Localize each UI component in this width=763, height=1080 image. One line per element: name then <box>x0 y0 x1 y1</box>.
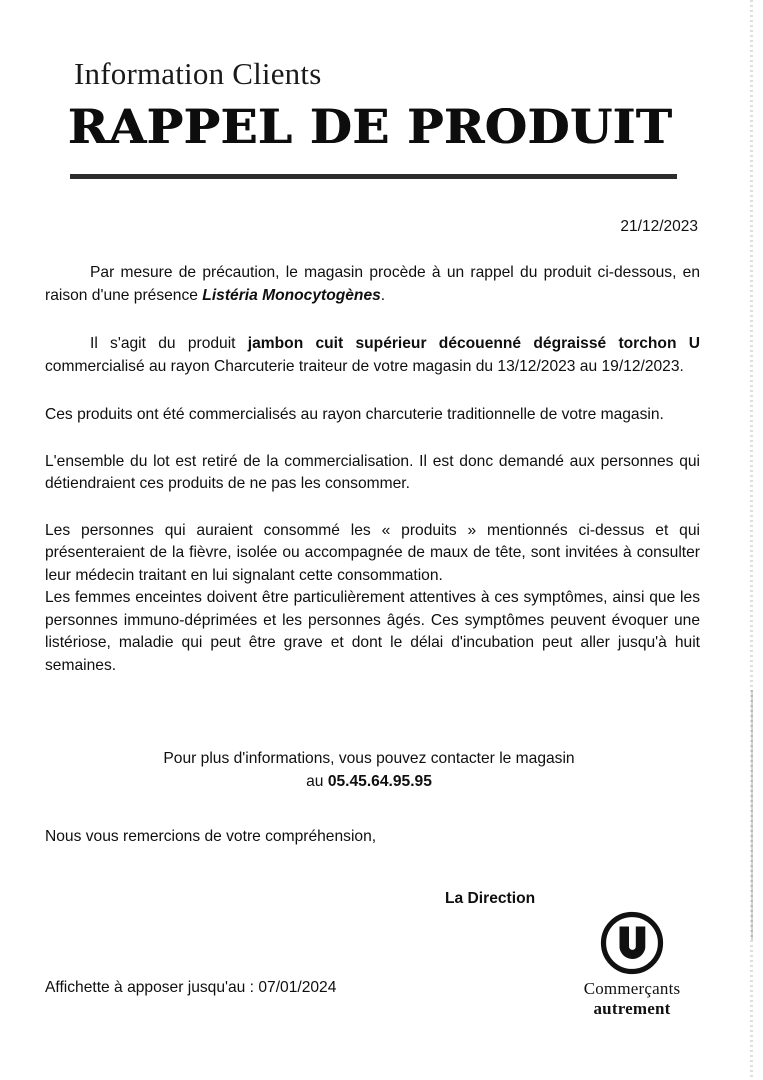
paragraph-symptoms: Les personnes qui auraient consommé les « produits » mentionnés ci-dessus et qui présenteraient de la fièvre, isolée ou accompagnée de maux de tête, sont invitées à consulter leur médecin traitant en lui signalant cette consommation. <box>45 521 700 584</box>
brand-logo <box>568 910 696 1018</box>
scan-edge-artifact-dense <box>751 690 753 940</box>
contact-instruction: Pour plus d'informations, vous pouvez contacter le magasin <box>163 750 575 767</box>
pathogen-name: Listéria Monocytogènes <box>202 286 381 304</box>
paragraph-withdrawal: L'ensemble du lot est retiré de la commercialisation. Il est donc demandé aux personnes qui détiendraient ces produits de ne pas les consommer. <box>45 452 700 492</box>
store-phone-number: 05.45.64.95.95 <box>327 772 432 790</box>
header-kicker: Information Clients <box>74 56 322 91</box>
paragraph-precaution <box>45 262 700 307</box>
paragraph-precaution-text-before: Par mesure de précaution, le magasin procède à un rappel du produit ci-dessous, en raison d'une présence <box>45 264 700 304</box>
paragraph-sales-channel: Ces produits ont été commercialisés au rayon charcuterie traditionnelle de votre magasin. <box>45 406 664 423</box>
logo-tagline-line1: Commerçants <box>583 979 681 998</box>
document-date: 21/12/2023 <box>620 218 698 235</box>
paragraph-precaution-text-after: . <box>380 286 386 304</box>
signature-line: La Direction <box>445 890 536 907</box>
paragraph-at-risk-groups: Les femmes enceintes doivent être particulièrement attentives à ces symptômes, ainsi que les personnes immuno-déprimées et les personnes âgés. Ces symptômes peuvent évoquer une listériose, maladie qui peut être grave et dont le délai d'incubation peut aller jusqu'à huit semaines. <box>45 589 700 674</box>
paragraph-product <box>45 333 700 378</box>
contact-phone-prefix: au <box>306 772 328 790</box>
u-circle-logo-icon <box>599 910 665 976</box>
logo-tagline-line2: autrement <box>593 999 671 1018</box>
document-body <box>45 262 700 677</box>
display-until-note: Affichette à apposer jusqu'au : 07/01/2024 <box>45 979 337 996</box>
header-divider-rule <box>70 174 677 179</box>
contact-block <box>45 748 693 793</box>
paragraph-product-text-after: commercialisé au rayon Charcuterie traiteur de votre magasin du 13/12/2023 au 19/12/2023. <box>45 357 684 375</box>
page-title: RAPPEL DE PRODUIT <box>68 100 673 155</box>
closing-line: Nous vous remercions de votre compréhension, <box>45 828 377 845</box>
contact-phone-line <box>45 771 693 794</box>
paragraph-product-text-before: Il s'agit du produit <box>90 335 248 352</box>
product-name: jambon cuit supérieur découenné dégraissé torchon U <box>247 335 700 352</box>
scan-edge-artifact <box>750 0 753 1080</box>
